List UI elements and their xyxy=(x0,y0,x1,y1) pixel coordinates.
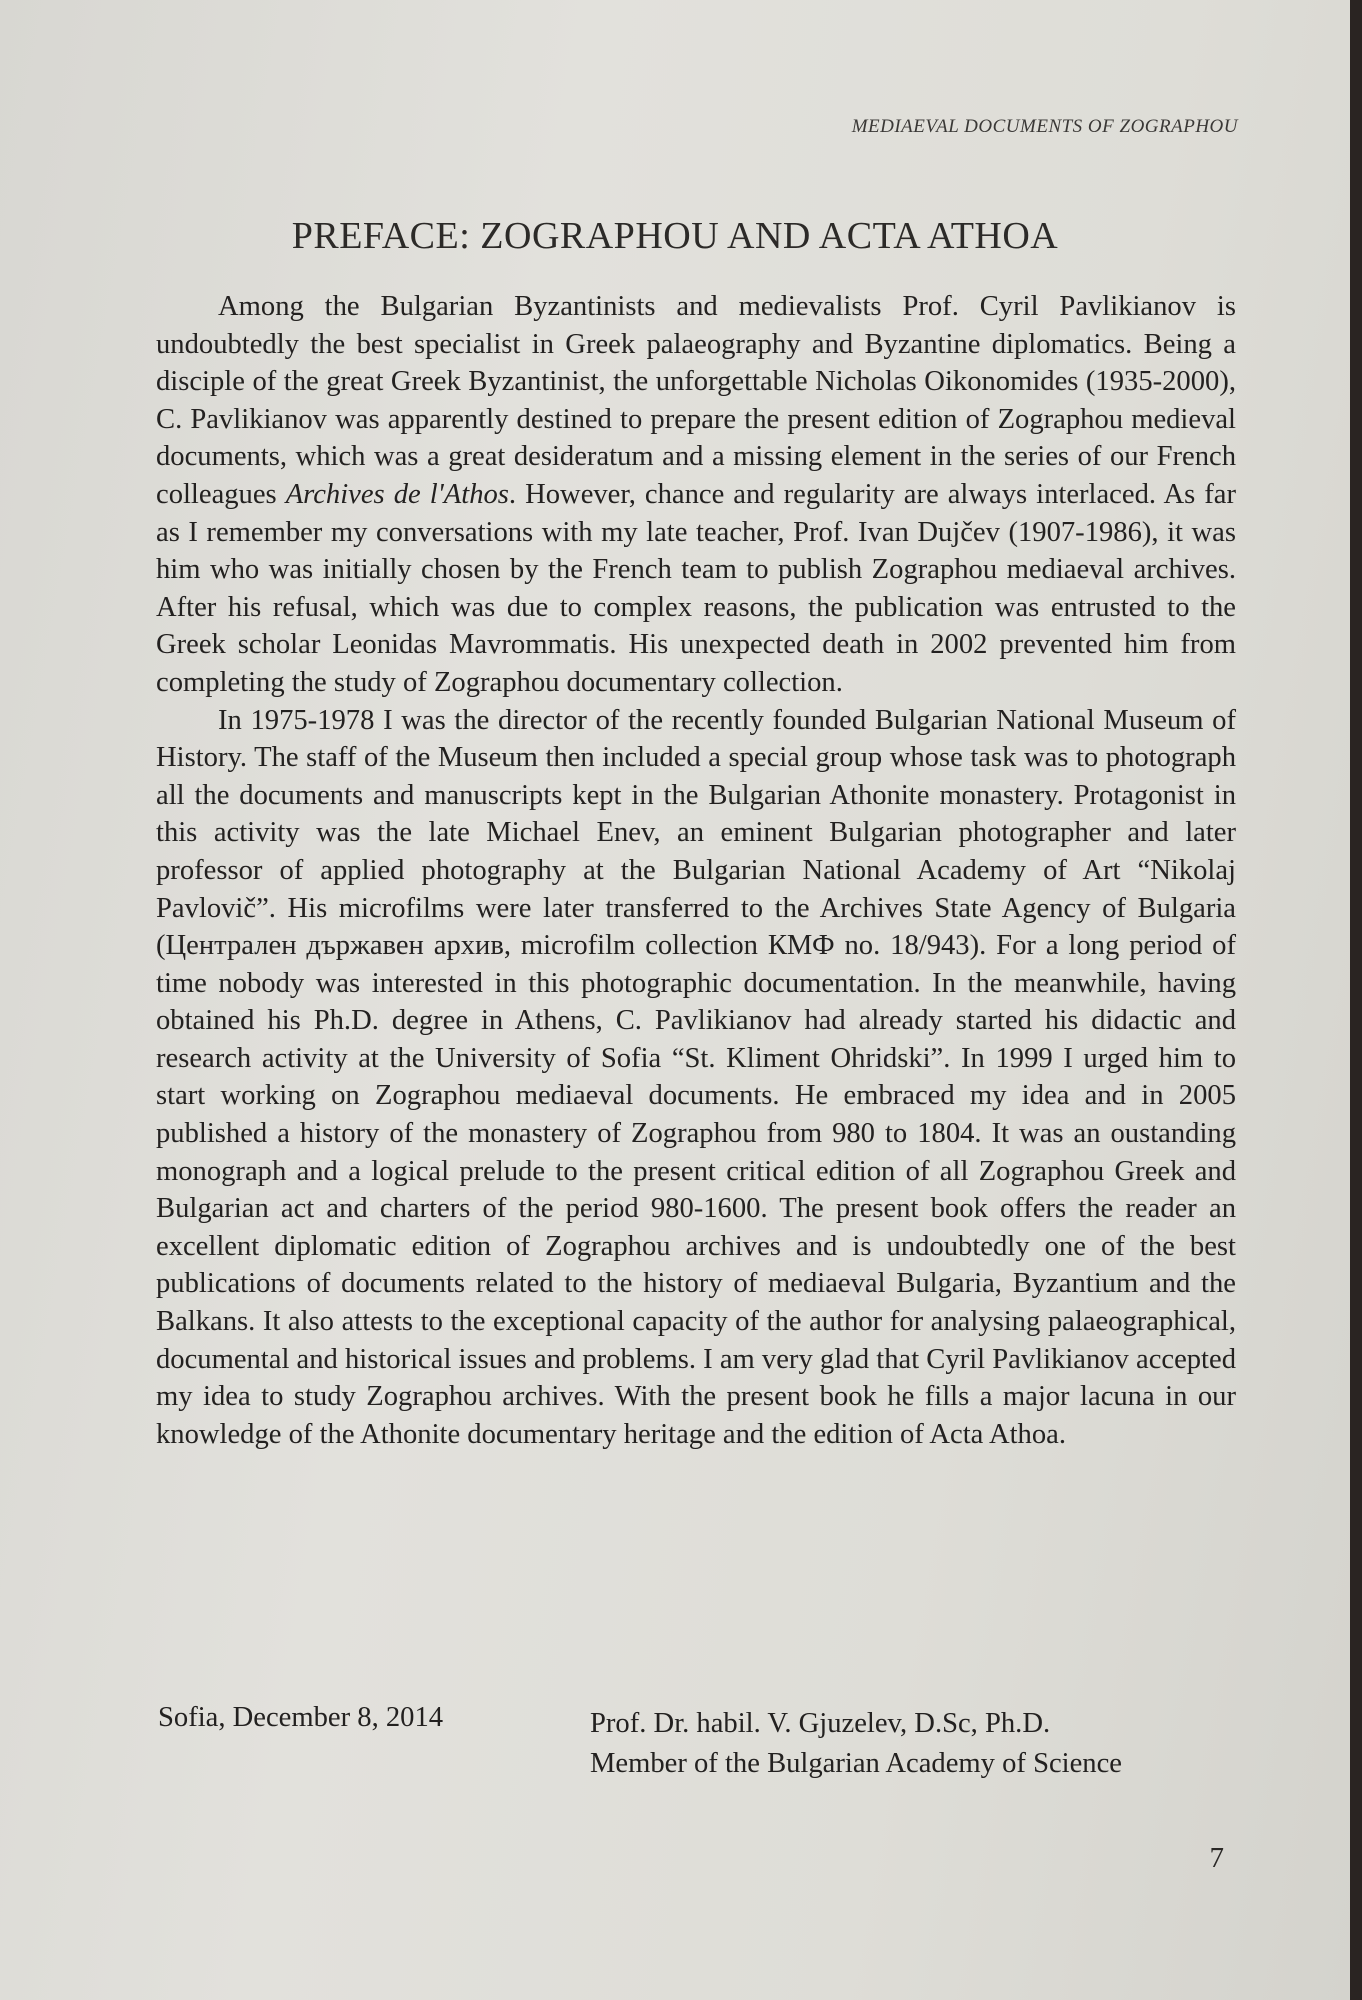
paragraph-1-text-a: Among the Bulgarian Byzantinists and medievalists Prof. Cyril Pavlikianov is undoubtedly the best specialist in Greek palaeography and Byzantine diplomatics. Being a disciple of the great Greek Byzantinist, the unforgettable Nicholas Oikonomides (1935-2000), C. Pavlikianov was apparently destined to prepare the present edition of Zographou medieval documents, which was a great desideratum and a missing element in the series of our French colleagues xyxy=(156,291,1236,510)
author-block xyxy=(590,1704,1122,1784)
paragraph-1-text-b: . However, chance and regularity are always interlaced. As far as I remember my conversations with my late teacher, Prof. Ivan Dujčev (1907-1986), it was him who was initially chosen by the French team to publish Zographou mediaeval archives. After his refusal, which was due to complex reasons, the publication was entrusted to the Greek scholar Leonidas Mavrommatis. His unexpected death in 2002 prevented him from completing the study of Zographou documentary collection. xyxy=(156,478,1237,698)
paragraph-1-series-title: Archives de l'Athos xyxy=(285,478,509,510)
preface-body xyxy=(156,288,1236,1453)
paragraph-2: In 1975-1978 I was the director of the recently founded Bulgarian National Museum of History. The staff of the Museum then included a special group whose task was to photograph all the documents and manuscripts kept in the Bulgarian Athonite monastery. Protagonist in this activity was the late Michael Enev, an eminent Bulgarian photographer and later professor of applied photography at the Bulgarian National Academy of Art “Nikolaj Pavlovič”. His microfilms were later transferred to the Archives State Agency of Bulgaria (Централен държавен архив, microfilm collection КМФ no. 18/943). For a long period of time nobody was interested in this photographic documentation. In the meanwhile, having obtained his Ph.D. degree in Athens, C. Pavlikianov had already started his didactic and research activity at the University of Sofia “St. Kliment Ohridski”. In 1999 I urged him to start working on Zographou mediaeval documents. He embraced my idea and in 2005 published a history of the monastery of Zographou from 980 to 1804. It was an oustanding monograph and a logical prelude to the present critical edition of all Zographou Greek and Bulgarian act and charters of the period 980-1600. The present book offers the reader an excellent diplomatic edition of Zographou archives and is undoubtedly one of the best publications of documents related to the history of mediaeval Bulgaria, Byzantium and the Balkans. It also attests to the exceptional capacity of the author for analysing palaeographical, documental and historical issues and problems. I am very glad that Cyril Pavlikianov accepted my idea to study Zographou archives. With the present book he fills a major lacuna in our knowledge of the Athonite documentary heritage and the edition of Acta Athoa. xyxy=(156,704,1236,1450)
page-title: PREFACE: ZOGRAPHOU AND ACTA ATHOA xyxy=(291,215,1059,257)
author-affiliation: Member of the Bulgarian Academy of Science xyxy=(590,1748,1122,1779)
paragraph-1 xyxy=(156,288,1236,702)
author-name: Prof. Dr. habil. V. Gjuzelev, D.Sc, Ph.D. xyxy=(590,1708,1051,1739)
running-head: MEDIAEVAL DOCUMENTS OF ZOGRAPHOU xyxy=(851,116,1238,137)
place-date: Sofia, December 8, 2014 xyxy=(158,1702,444,1733)
page-number: 7 xyxy=(1209,1842,1224,1874)
